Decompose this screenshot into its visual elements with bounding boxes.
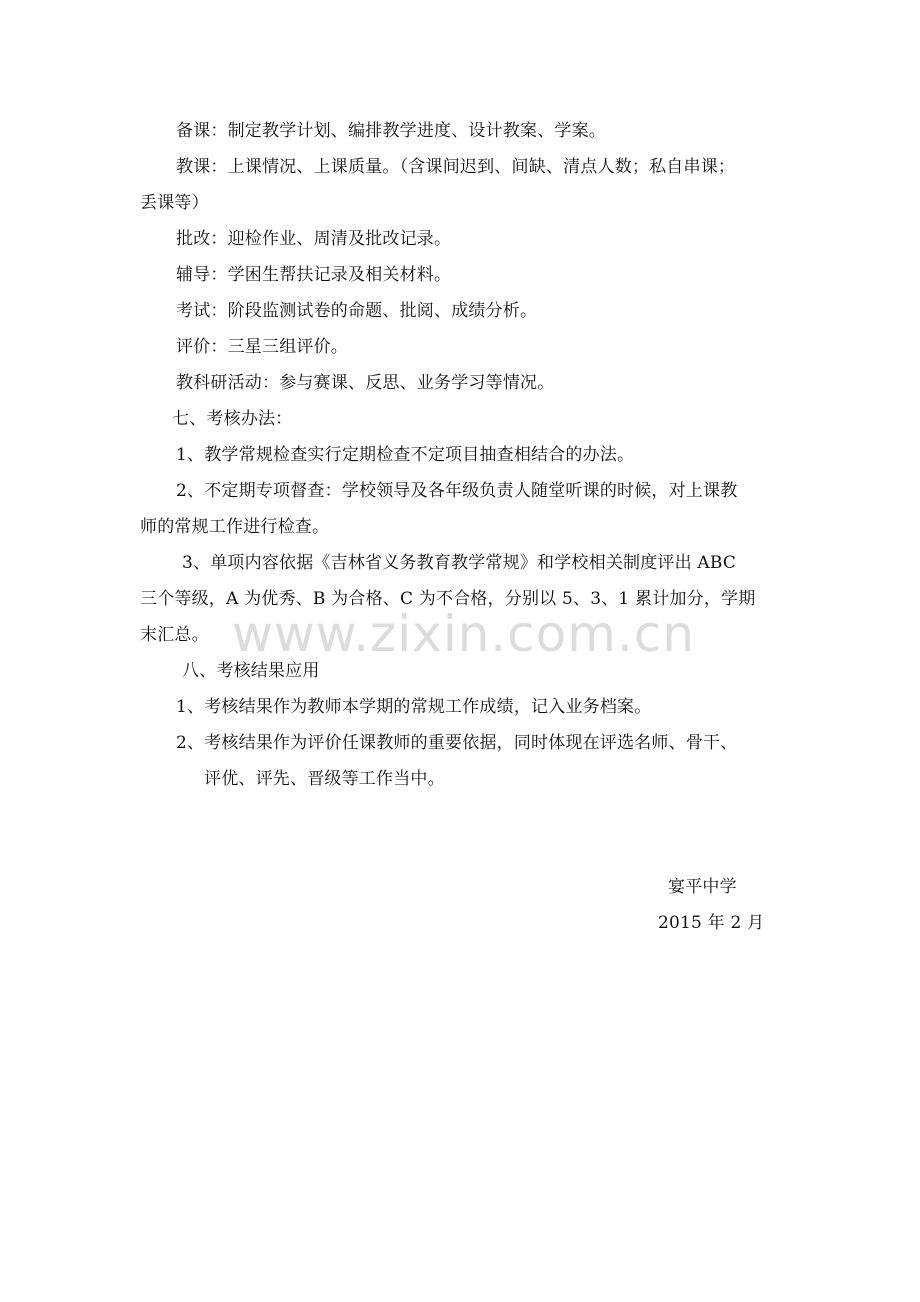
signature-date: 2015 年 2 月	[658, 913, 765, 933]
text-line-fudao: 辅导：学困生帮扶记录及相关材料。	[176, 265, 452, 285]
text-line-method-1: 1、教学常规检查实行定期检查不定项目抽查相结合的办法。	[176, 445, 635, 465]
text-line-method-2-cont: 师的常规工作进行检查。	[140, 517, 330, 537]
text-line-pingjia: 评价：三星三组评价。	[176, 337, 348, 357]
signature-org: 宴平中学	[668, 877, 737, 897]
text-line-method-2: 2、不定期专项督查：学校领导及各年级负责人随堂听课的时候，对上课教	[176, 481, 738, 501]
section-heading-7: 七、考核办法：	[172, 409, 293, 429]
text-line-result-2: 2、考核结果作为评价任课教师的重要依据，同时体现在评选名师、骨干、	[176, 733, 738, 753]
text-line-pigai: 批改：迎检作业、周清及批改记录。	[176, 229, 452, 249]
text-line-result-2-cont: 评优、评先、晋级等工作当中。	[204, 769, 445, 789]
text-line-beike: 备课：制定教学计划、编排教学进度、设计教案、学案。	[176, 121, 606, 141]
text-line-method-3: 3、单项内容依据《吉林省义务教育教学常规》和学校相关制度评出 ABC	[182, 553, 737, 573]
text-line-result-1: 1、考核结果作为教师本学期的常规工作成绩，记入业务档案。	[176, 697, 652, 717]
section-heading-8: 八、考核结果应用	[182, 661, 320, 681]
text-line-method-3-end: 末汇总。	[140, 625, 209, 645]
text-line-method-3-cont: 三个等级，A 为优秀、B 为合格、C 为不合格，分别以 5、3、1 累计加分，学期	[140, 589, 756, 609]
text-line-jiaoke: 教课：上课情况、上课质量。（含课间迟到、间缺、清点人数；私自串课；	[176, 157, 736, 177]
text-line-jiaoyan: 教科研活动：参与赛课、反思、业务学习等情况。	[176, 373, 555, 393]
text-line-kaoshi: 考试：阶段监测试卷的命题、批阅、成绩分析。	[176, 301, 538, 321]
watermark: www.zixin.com.cn	[232, 605, 696, 663]
text-line-jiaoke-cont: 丢课等）	[140, 193, 209, 213]
